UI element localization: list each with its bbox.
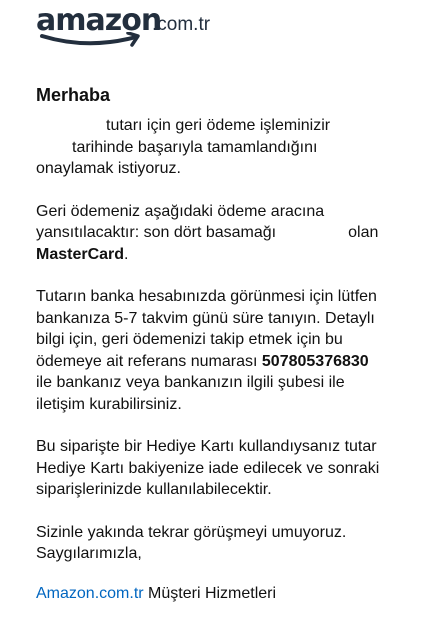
p3-line5: ile bankanız veya bankanızın ilgili şubesi ile: [36, 374, 345, 391]
amazon-logo: [36, 3, 276, 48]
paragraph-refund-confirmation: [36, 115, 416, 180]
reference-number: 507805376830: [261, 352, 369, 370]
p3-line6: iletişim kurabilirsiniz.: [36, 395, 182, 413]
p3-line2: bankanıza 5-7 takvim günü süre tanıyın. Detaylı: [36, 309, 375, 327]
p1-line1: tutarı için geri ödeme işleminizir: [106, 117, 331, 134]
paragraph-closing: [36, 522, 416, 565]
p5-line1: Sizinle yakında tekrar görüşmeyi umuyoruz.: [36, 523, 347, 541]
p2-period: .: [124, 245, 129, 263]
card-type: MasterCard: [36, 245, 125, 263]
p4-line1: Bu siparişte bir Hediye Kartı kullandıysanız tutar: [36, 438, 377, 455]
amazon-link[interactable]: Amazon.com.tr: [36, 584, 144, 602]
smile-arrow-icon: [38, 32, 150, 50]
logo-domain: .com.tr: [152, 14, 211, 35]
email-body: [36, 84, 416, 604]
paragraph-gift-card: [36, 436, 416, 501]
p2-line2b: olan: [348, 224, 379, 241]
greeting: Merhaba: [36, 85, 111, 105]
paragraph-payment-method: [36, 201, 416, 266]
p4-line3: siparişlerinizde kullanılabilecektir.: [36, 481, 272, 498]
signature: [36, 583, 416, 605]
p2-line1: Geri ödemeniz aşağıdaki ödeme aracına: [36, 202, 325, 220]
paragraph-bank-info: [36, 286, 416, 415]
p1-line3: onaylamak istiyoruz.: [36, 160, 181, 177]
customer-service-label: Müşteri Hizmetleri: [148, 584, 277, 602]
p1-line2: tarihinde başarıyla tamamlandığını: [72, 138, 318, 156]
p2-line2a: yansıtılacaktır: son dört basamağı: [36, 224, 277, 241]
p4-line2: Hediye Kartı bakiyenize iade edilecek ve sonraki: [36, 459, 380, 477]
p3-line4: ödemeye ait referans numarası: [36, 352, 258, 370]
p3-line3: bilgi için, geri ödemenizi takip etmek için bu: [36, 331, 343, 348]
p3-line1: Tutarın banka hesabınızda görünmesi için lütfen: [36, 288, 377, 305]
p5-line2: Saygılarımızla,: [36, 545, 142, 562]
logo-wordmark: amazon: [36, 3, 162, 38]
